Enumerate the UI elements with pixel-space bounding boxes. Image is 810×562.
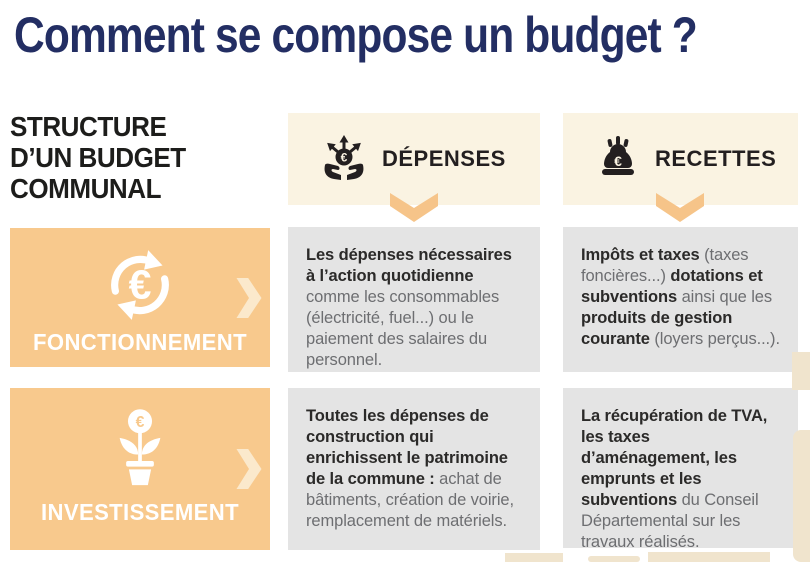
- cell-fonctionnement-recettes: Impôts et taxes (taxes foncières...) dotations et subventions ainsi que les produits de gestion courante (loyers perçus...).: [563, 227, 798, 372]
- watermark-shape: [505, 553, 563, 562]
- chevron-down-icon: [390, 193, 438, 223]
- money-bag-euro-icon: [593, 136, 643, 182]
- cell-fonctionnement-depenses: Les dépenses nécessaires à l’action quotidienne comme les consommables (électricité, fuel...) ou le paiement des salaires du personnel.: [288, 227, 540, 372]
- structure-heading: [10, 111, 186, 204]
- structure-heading-line3: COMMUNAL: [10, 173, 162, 204]
- cell-investissement-recettes: La récupération de TVA, les taxes d’aménagement, les emprunts et les subventions du Conseil Départemental sur les travaux réalisés.: [563, 388, 798, 548]
- depenses-label: DÉPENSES: [382, 146, 506, 171]
- svg-text:€: €: [128, 261, 152, 308]
- watermark-shape: [588, 556, 640, 562]
- euro-plant-icon: [103, 406, 177, 492]
- svg-text:€: €: [340, 150, 348, 165]
- investissement-label: INVESTISSEMENT: [41, 499, 240, 525]
- hands-euro-arrows-icon: [318, 135, 370, 183]
- structure-heading-line2: D’UN BUDGET: [10, 142, 186, 173]
- euro-cycle-icon: [99, 244, 181, 326]
- chevron-right-icon: [236, 278, 262, 318]
- recettes-label: RECETTES: [655, 146, 777, 171]
- fonctionnement-label: FONCTIONNEMENT: [33, 329, 247, 355]
- page-title: Comment se compose un budget ?: [14, 7, 697, 63]
- investissement-box: [10, 388, 270, 550]
- recettes-header: [563, 113, 798, 205]
- watermark-shape: [792, 352, 810, 390]
- cell-investissement-depenses: Toutes les dépenses de construction qui enrichissent le patrimoine de la commune : achat de bâtiments, création de voirie, remplacement de matériels.: [288, 388, 540, 550]
- svg-text:€: €: [614, 153, 622, 169]
- watermark-shape: [648, 552, 770, 562]
- chevron-right-icon: [236, 449, 262, 489]
- svg-text:€: €: [135, 413, 145, 431]
- depenses-header: [288, 113, 540, 205]
- watermark-shape: [793, 430, 810, 562]
- chevron-down-icon: [656, 193, 704, 223]
- fonctionnement-box: [10, 228, 270, 367]
- structure-heading-line1: STRUCTURE: [10, 111, 167, 142]
